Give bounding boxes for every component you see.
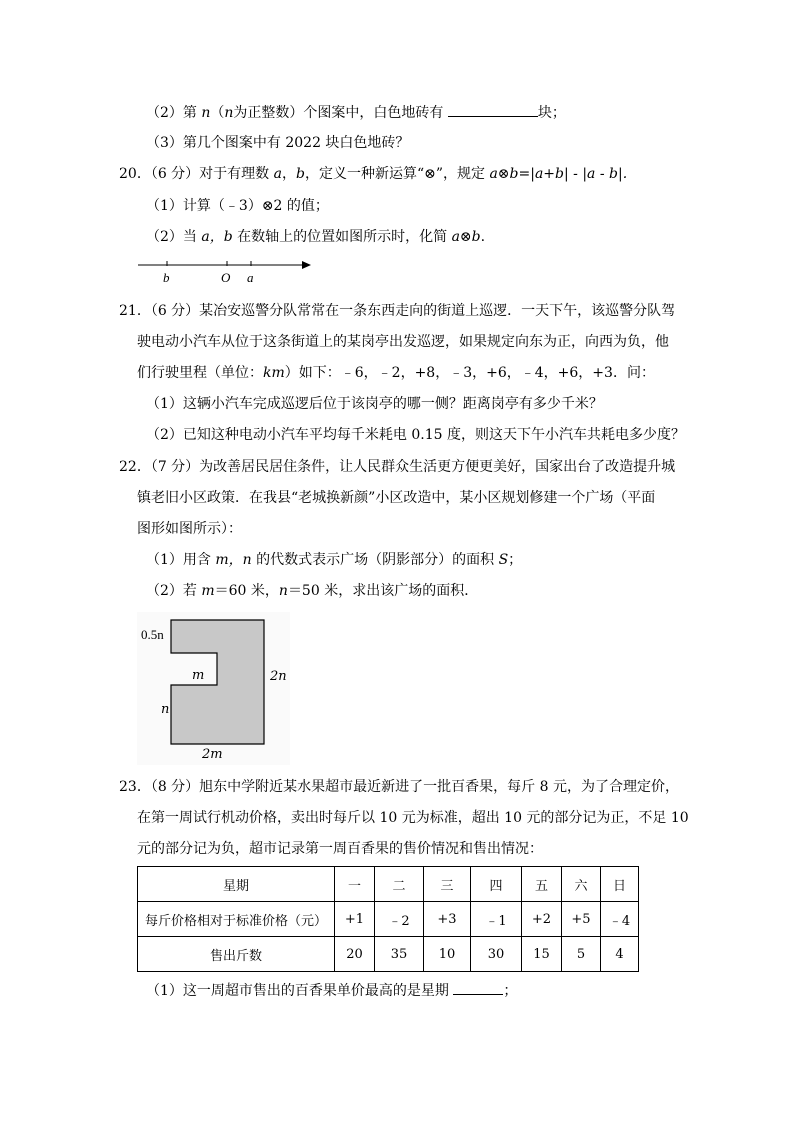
q20-part2 — [146, 227, 485, 247]
q23-line3: 元的部分记为负，超市记录第一周百香果的售价情况和售出情况： — [137, 841, 543, 857]
table-cell: 30 — [471, 937, 522, 972]
q19-part2 — [146, 102, 566, 123]
var-n: n — [224, 105, 234, 121]
q20-expr: a⊗b — [451, 229, 481, 245]
table-cell: 四 — [471, 867, 522, 902]
period: . — [480, 229, 486, 245]
q21-line2: 驶电动小汽车从位于这条街道上的某岗亭出发巡逻，如果规定向东为正，向西为负，他 — [137, 334, 669, 350]
q22-part2-text: （2）若 — [146, 583, 202, 599]
table-cell: ﹣2 — [375, 902, 424, 937]
semicolon: ； — [503, 983, 518, 999]
axis-label-b: b — [163, 270, 170, 285]
table-row — [138, 937, 639, 972]
table-cell: +3 — [424, 902, 471, 937]
q23-line1: 23．（8 分）旭东中学附近某水果超市最近新进了一批百香果，每斤 8 元，为了合理定价， — [119, 779, 679, 795]
q22-line1: 22．（7 分）为改善居民居住条件，让人民群众生活更方便更美好，国家出台了改造提升城 — [119, 459, 676, 475]
table-cell: 日 — [601, 867, 639, 902]
q23-line2: 在第一周试行机动价格，卖出时每斤以 10 元为标准，超出 10 元的部分记为正，不足 10 — [137, 810, 689, 826]
q20-stem-text: 20．（6 分）对于有理数 — [119, 166, 274, 182]
vars-mn: m，n — [215, 552, 252, 568]
q20-formula: a⊗b=|a+b| - |a - b|. — [489, 166, 628, 182]
price-table — [137, 866, 639, 972]
table-header-label: 星期 — [138, 867, 335, 902]
axis-label-o: O — [221, 270, 231, 285]
q20-part2-text: 在数轴上的位置如图所示时，化简 — [232, 229, 452, 245]
answer-blank[interactable] — [453, 980, 503, 995]
var-n: n — [201, 105, 211, 121]
table-cell: 35 — [375, 937, 424, 972]
table-cell: 五 — [522, 867, 562, 902]
q21-part1: （1）这辆小汽车完成巡逻后位于该岗亭的哪一侧？距离岗亭有多少千米？ — [146, 396, 603, 412]
q22-line3: 图形如图所示）： — [137, 521, 242, 537]
table-cell: 六 — [562, 867, 601, 902]
q22-line2: 镇老旧小区政策．在我县“老城换新颜”小区改造中，某小区规划修建一个广场（平面 — [137, 490, 656, 506]
axis-label-a: a — [247, 270, 254, 285]
label-left: n — [161, 702, 170, 717]
table-row-label: 每斤价格相对于标准价格（元） — [138, 902, 335, 937]
table-cell: 5 — [562, 937, 601, 972]
arrow-right-icon — [302, 261, 311, 269]
table-cell: 10 — [424, 937, 471, 972]
square-shape — [171, 620, 264, 744]
number-line — [136, 258, 316, 286]
q20-part1: （1）计算（﹣3）⊗2 的值； — [146, 198, 329, 214]
q23-part1-text: （1）这一周超市售出的百香果单价最高的是星期 — [146, 983, 454, 999]
table-row — [138, 902, 639, 937]
paren: （ — [210, 105, 225, 121]
table-cell: 4 — [601, 937, 639, 972]
label-top-left: 0.5n — [141, 627, 164, 642]
q21-line3-text: 们行驶里程（单位： — [137, 365, 263, 381]
q20-part2-text: （2）当 — [146, 229, 202, 245]
table-cell: +2 — [522, 902, 562, 937]
q22-part1 — [146, 550, 522, 570]
semicolon: ； — [508, 552, 523, 568]
comma: ， — [281, 166, 296, 182]
table-row — [138, 867, 639, 902]
label-right: 2n — [270, 669, 287, 684]
label-notch: m — [192, 668, 205, 683]
table-cell: 二 — [375, 867, 424, 902]
q23-part1 — [146, 980, 517, 1001]
table-cell: 一 — [335, 867, 375, 902]
table-cell: 三 — [424, 867, 471, 902]
q22-part2-text: ＝60 米， — [214, 583, 279, 599]
table-cell: ﹣4 — [601, 902, 639, 937]
table-cell: 20 — [335, 937, 375, 972]
q21-part2: （2）已知这种电动小汽车平均每千米耗电 0.15 度，则这天下午小汽车共耗电多少度？ — [146, 427, 685, 443]
q22-part1-text: 的代数式表示广场（阴影部分）的面积 — [251, 552, 499, 568]
vars-ab: a，b — [201, 229, 233, 245]
q19-part2-text: 为正整数）个图案中，白色地砖有 — [233, 105, 448, 121]
q20-stem-text: ，定义一种新运算“⊗”，规定 — [304, 166, 490, 182]
q19-part3: （3）第几个图案中有 2022 块白色地砖？ — [146, 135, 410, 151]
table-cell: 15 — [522, 937, 562, 972]
var-b: b — [295, 166, 305, 182]
table-row-label: 售出斤数 — [138, 937, 335, 972]
unit-km: km — [263, 365, 285, 381]
q22-part1-text: （1）用含 — [146, 552, 216, 568]
square-figure — [137, 612, 290, 765]
q21-line3-text: ）如下：﹣6，﹣2，+8，﹣3，+6，﹣4，+6，+3．问： — [284, 365, 655, 381]
var-n: n — [278, 583, 288, 599]
label-bottom: 2m — [202, 747, 223, 762]
q21-line3 — [137, 363, 655, 383]
q21-line1: 21．（6 分）某冶安巡警分队常常在一条东西走向的街道上巡逻．一天下午，该巡警分队驾 — [119, 303, 676, 319]
q20-stem — [119, 164, 627, 184]
var-s: S — [498, 552, 509, 568]
q19-part2-text: （2）第 — [146, 105, 202, 121]
q19-part2-text: 块； — [537, 105, 566, 121]
table-cell: +1 — [335, 902, 375, 937]
table-cell: +5 — [562, 902, 601, 937]
q22-part2 — [146, 581, 478, 601]
answer-blank[interactable] — [448, 102, 538, 117]
var-a: a — [273, 166, 282, 182]
table-cell: ﹣1 — [471, 902, 522, 937]
q22-part2-text: ＝50 米，求出该广场的面积． — [287, 583, 479, 599]
var-m: m — [201, 583, 215, 599]
